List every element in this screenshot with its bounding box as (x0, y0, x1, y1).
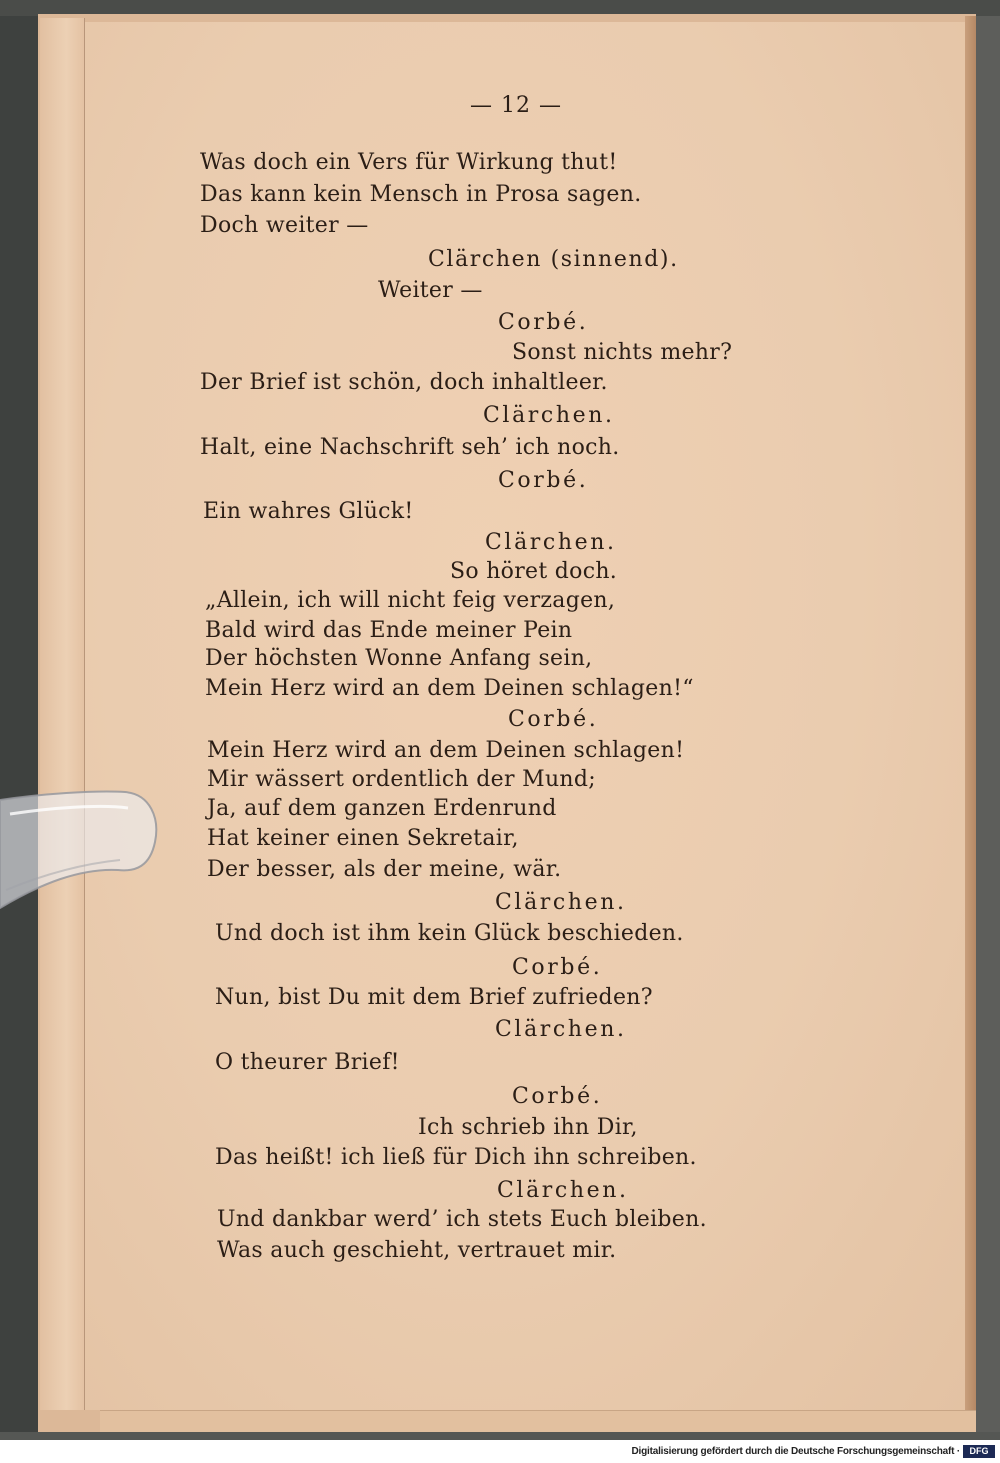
speaker-name: Corbé. (512, 955, 603, 980)
paper-left-edge (40, 18, 85, 1410)
speaker-name: Corbé. (498, 468, 589, 493)
verse-line: Der besser, als der meine, wär. (207, 857, 562, 882)
verse-line: Hat keiner einen Sekretair, (207, 826, 519, 851)
verse-line: Mein Herz wird an dem Deinen schlagen!“ (205, 676, 694, 701)
verse-line: Bald wird das Ende meiner Pein (205, 618, 573, 643)
verse-line: Mein Herz wird an dem Deinen schlagen! (207, 738, 685, 763)
speaker-name: Clärchen. (495, 890, 627, 915)
digitization-footer (0, 1440, 1000, 1463)
speaker-name: Corbé. (512, 1084, 603, 1109)
verse-line: Was doch ein Vers für Wirkung thut! (200, 150, 618, 175)
funding-credit: Digitalisierung gefördert durch die Deutsche Forschungsgemeinschaft · (631, 1446, 960, 1457)
verse-line: „Allein, ich will nicht feig verzagen, (205, 588, 616, 613)
speaker-name: Clärchen (sinnend). (428, 247, 679, 272)
verse-line: Doch weiter — (200, 213, 369, 238)
paper-bottom-edge (100, 1410, 976, 1433)
verse-line: Das kann kein Mensch in Prosa sagen. (200, 182, 642, 207)
glass-page-clip (0, 780, 170, 915)
paper-right-edge (965, 16, 976, 1432)
verse-line: Sonst nichts mehr? (512, 340, 733, 365)
verse-line: Ich schrieb ihn Dir, (418, 1115, 638, 1140)
verse-line: Das heißt! ich ließ für Dich ihn schreiben. (215, 1145, 697, 1170)
verse-line: Und dankbar werd’ ich stets Euch bleiben. (217, 1207, 707, 1232)
scanner-background-left (0, 0, 40, 1440)
speaker-name: Clärchen. (495, 1017, 627, 1042)
speaker-name: Clärchen. (497, 1178, 629, 1203)
dfg-logo: DFG (963, 1445, 995, 1458)
page-number: — 12 — (470, 93, 562, 118)
verse-line: Nun, bist Du mit dem Brief zufrieden? (215, 985, 653, 1010)
scanner-background-bottom (0, 1432, 1000, 1440)
verse-line: Weiter — (378, 278, 483, 303)
verse-line: Halt, eine Nachschrift seh’ ich noch. (200, 435, 620, 460)
verse-line: Der Brief ist schön, doch inhaltleer. (200, 370, 608, 395)
verse-line: Und doch ist ihm kein Glück beschieden. (215, 921, 684, 946)
speaker-name: Corbé. (508, 707, 599, 732)
verse-line: Was auch geschieht, vertrauet mir. (217, 1238, 617, 1263)
verse-line: Ein wahres Glück! (203, 499, 414, 524)
verse-line: Der höchsten Wonne Anfang sein, (205, 646, 593, 671)
speaker-name: Corbé. (498, 310, 589, 335)
speaker-name: Clärchen. (485, 530, 617, 555)
speaker-name: Clärchen. (483, 403, 615, 428)
verse-line: Ja, auf dem ganzen Erdenrund (207, 796, 557, 821)
verse-line: So höret doch. (450, 559, 618, 584)
verse-line: O theurer Brief! (215, 1050, 400, 1075)
verse-line: Mir wässert ordentlich der Mund; (207, 767, 596, 792)
